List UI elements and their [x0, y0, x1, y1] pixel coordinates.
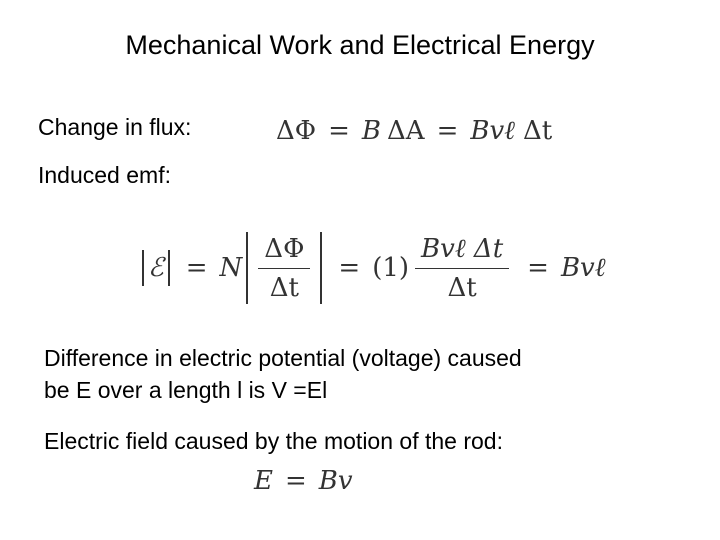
emf-epsilon: ℰ [148, 253, 164, 283]
emf-fraction-1 [258, 234, 310, 303]
flux-b: B [361, 116, 381, 146]
flux-bvl: Bvℓ [470, 116, 515, 146]
abs-bar-left [142, 250, 144, 286]
field-equals: = [284, 466, 307, 496]
emf-result: Bvℓ [560, 253, 606, 283]
emf-one: (1) [372, 253, 410, 283]
abs-bar-big-right [320, 232, 322, 304]
voltage-text [44, 342, 522, 406]
emf-frac2-den: Δt [447, 272, 477, 303]
flux-equals-1: = [328, 116, 350, 146]
field-label: Electric field caused by the motion of the rod: [44, 428, 503, 454]
emf-equals-2: = [338, 253, 361, 283]
flux-delta-t: Δt [522, 116, 553, 146]
abs-bar-right [168, 250, 170, 286]
flux-delta-a: ΔA [387, 116, 425, 146]
flux-delta-phi: ΔΦ [276, 116, 317, 146]
emf-frac1-den: Δt [269, 272, 299, 303]
emf-fraction-2 [415, 234, 509, 303]
emf-equals-3: = [527, 253, 549, 283]
flux-label: Change in flux: [38, 114, 192, 140]
field-e: E [254, 466, 273, 496]
flux-equals-2: = [436, 116, 459, 146]
field-equation [254, 466, 353, 496]
emf-frac1-num: ΔΦ [258, 234, 310, 269]
emf-equation [138, 232, 606, 304]
abs-bar-big-left [246, 232, 248, 304]
voltage-line-1: Difference in electric potential (voltage) caused [44, 345, 522, 371]
emf-equals-1: = [185, 253, 208, 283]
slide-title: Mechanical Work and Electrical Energy [125, 30, 595, 60]
emf-frac2-num: Bvℓ Δt [415, 234, 509, 269]
voltage-line-2: be E over a length l is V =El [44, 377, 328, 403]
emf-label: Induced emf: [38, 162, 171, 188]
emf-n: N [219, 253, 243, 283]
field-bv: Bv [318, 466, 353, 496]
flux-equation [276, 116, 552, 146]
